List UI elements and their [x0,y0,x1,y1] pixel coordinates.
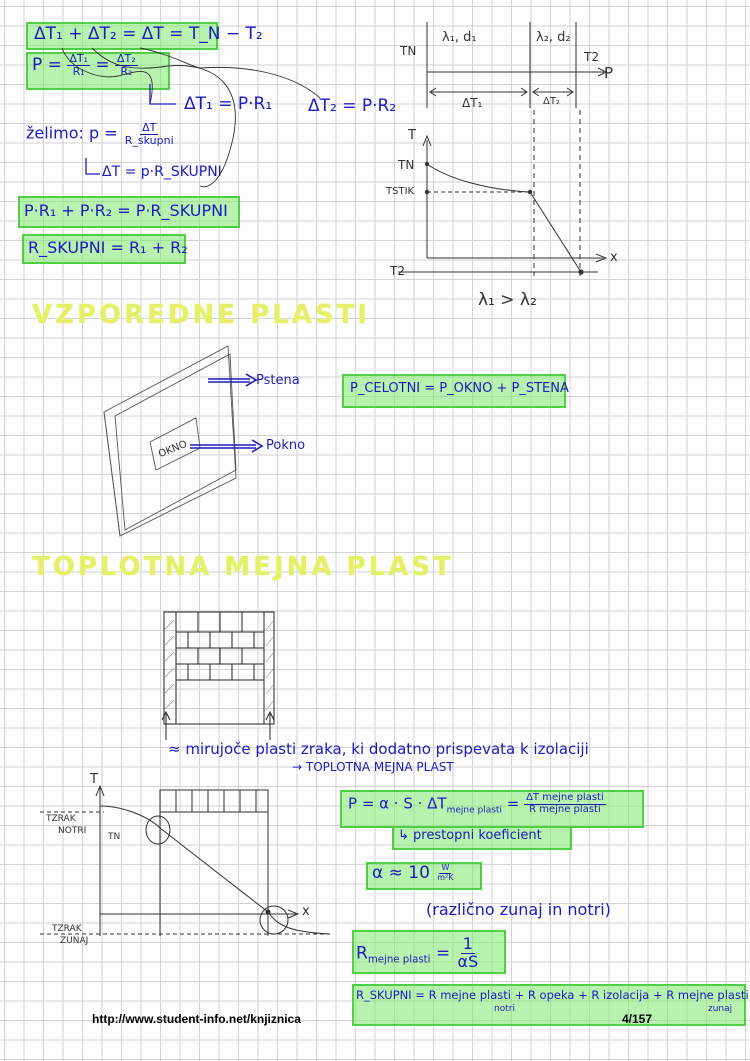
equation-r-boundary [356,936,480,971]
graph1-x-axis: x [610,250,618,265]
box7-text: α ≈ 10 [372,863,430,883]
box6-frac: $\frac{\text{ΔT mejne plasti}}{\text{R mejne plasti}}$ [526,792,604,815]
equation-p-total: P_CELOTNI = P_OKNO + P_STENA [350,381,569,396]
heading-parallel-layers: VZPOREDNE PLASTI [32,300,370,330]
graph2-tzrak-notri-1: TZRAK [46,814,76,824]
eq2-lhs: P = [32,55,62,76]
heading-boundary-layer: TOPLOTNA MEJNA PLAST [32,552,454,582]
zelimo-label: želimo: [26,123,84,143]
box6-sub: mejne plasti [446,805,502,816]
box8-sub: mejne plasti [367,954,431,966]
equation-boundary-flow [348,793,606,816]
eq2-equals: = [95,55,110,76]
box8-lhs: R [356,943,368,964]
diagram1-t2: T2 [584,50,599,64]
equation-sum-products: P·R₁ + P·R₂ = P·R_SKUPNI [24,201,228,220]
box9-sub-notri: notri [494,1004,515,1014]
equation-alpha [372,863,456,883]
graph2-t-axis: T [90,772,98,787]
equation-r-total-layers: R_SKUPNI = R mejne plasti + R opeka + R izolacija + R mejne plasti [356,988,749,1002]
equation-dt-total: ΔT = p·R_SKUPNI [102,164,222,180]
note-boundary-layer: → TOPLOTNA MEJNA PLAST [292,760,454,774]
graph1-t2: T2 [390,264,405,278]
box6-equals: = [506,794,520,813]
eq2-frac1: $\frac{\text{ΔT₁}}{\text{R₁}}$ [69,52,88,78]
graph2-tzrak-zunaj-1: TZRAK [52,924,82,934]
graph2-tzrak-notri-2: NOTRI [58,826,87,836]
diagram1-layer2: λ₂, d₂ [536,30,571,45]
box8-frac: $\frac{1}{\alpha S}$ [457,934,479,971]
graph2-x-axis: x [302,904,310,919]
zelimo-frac: $\frac{\Delta T}{\text{R\_skupni}}$ [124,121,174,147]
diagram1-p: P [604,64,614,82]
graph1-tn: TN [398,158,415,172]
diagram1-tn: TN [400,44,417,58]
diagram1-layer1: λ₁, d₁ [442,30,477,45]
zelimo-lhs: p = [89,123,118,143]
graph1-t-axis: T [408,128,416,143]
equation-dt2: ΔT₂ = P·R₂ [308,96,397,116]
note-different: (različno zunaj in notri) [426,900,611,919]
box8-equals: = [435,943,451,964]
graph1-caption: λ₁ > λ₂ [478,290,537,310]
label-pstena: Pstena [256,373,300,388]
graph2-tn: TN [108,832,121,842]
box6-lhs: P = α · S · ΔT [348,794,447,813]
equation-r-total: R_SKUPNI = R₁ + R₂ [28,238,188,257]
note-transfer-coefficient: ↳ prestopni koeficient [398,828,542,843]
box7-unit: $\frac{W}{\text{m²K}}$ [437,863,454,882]
eq2-frac2: $\frac{\text{ΔT₂}}{\text{R₂}}$ [117,52,136,78]
box9-sub-zunaj: zunaj [708,1004,733,1014]
graph2-tzrak-zunaj-2: ZUNAJ [60,936,89,946]
equation-dt1: ΔT₁ = P·R₁ [184,94,273,114]
graph1-tstik: TSTIK [386,186,415,197]
equation-temperature-sum: ΔT₁ + ΔT₂ = ΔT = T_N − T₂ [34,24,263,44]
label-pokno: Pokno [266,438,306,453]
diagram1-dt1: ΔT₁ [462,96,483,110]
diagram1-dt2: ΔT₂ [543,96,560,107]
footer-url[interactable]: http://www.student-info.net/knjiznica [92,1012,301,1026]
note-still-air: ≈ mirujoče plasti zraka, ki dodatno prispevata k izolaciji [168,740,589,758]
label-okno: OKNO [157,438,189,461]
footer-page-number: 4/157 [622,1012,653,1026]
